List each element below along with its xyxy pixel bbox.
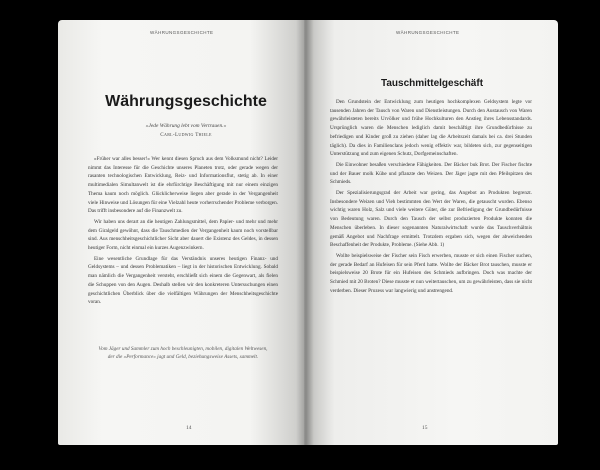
chapter-motto: »Jede Währung lebt vom Vertrauen.« [145, 123, 227, 129]
paragraph: Die Einwohner besaßen verschiedene Fähigkeiten. Der Bäcker buk Brot. Der Fischer fischte und der Bauer molk Kühe und pflanzte den Weizen. Der Jäger jagte mit den Pfeilspitzen des Schmieds. [330, 161, 532, 186]
chapter-title: Währungsgeschichte [105, 93, 267, 110]
chapter-footnote: Vom Jäger und Sammler zum hoch beschleunigten, mobilen, digitalen Weltwesen, der die »Performance« jagt und Geld, beziehungsweise Assets, sammelt. [98, 346, 268, 360]
book-gutter-shadow [296, 20, 314, 445]
running-head: WÄHRUNGSGESCHICHTE [150, 30, 214, 35]
section-title: Tauschmittelgeschäft [380, 78, 484, 89]
running-head: WÄHRUNGSGESCHICHTE [396, 30, 460, 35]
paragraph: Wir haben uns derart an die heutigen Zahlungsmittel, dem Papier- und mehr und mehr dem Giralgeld gewöhnt, dass die Tauschmedien der Vergangenheit kaum noch vorstellbar sind. Aus menschheitsgeschichtlicher Sicht aber dauert die Existenz des Geldes, in dessen heutiger Form, nicht einmal ein kurzes Augenzwinkern. [88, 218, 278, 252]
page-number: 14 [186, 425, 192, 431]
motto-author: Carl-Ludwig Thiele [160, 132, 212, 138]
open-book [58, 20, 558, 445]
right-body-text [330, 98, 532, 297]
paragraph: Eine wesentliche Grundlage für das Verständnis unseres heutigen Finanz- und Geldsystems – und dessen Problematiken – liegt in der historischen Entwicklung. Sobald man nämlich die Vergangenheit versteht, erschließt sich einem die Gegenwart, als fielen die Schuppen von den Augen. Deshalb stellen wir den konkreteren Untersuchungen einen geschichtlichen Überblick über die vielfältigen Währungen der Menschheitsgeschichte voran. [88, 255, 278, 306]
left-page [58, 20, 304, 445]
paragraph: Wollte beispielsweise der Fischer sein Fisch erwerben, musste er sich einen Fischer suchen, der gerade Bedarf an Hufeisen für sein Pferd hatte. Wollte der Bäcker Brot tauschen, musste er beispielsweise 20 Brote für ein Hufeisen des Schmieds aufbringen. Doch was machte der Schmied mit 20 Broten? Diese musste er nun weitertauschen, um zu gewährleisten, dass sie nicht verderben. Dieser Prozess war langwierig und anstrengend. [330, 252, 532, 294]
right-page [304, 20, 558, 445]
left-body-text [88, 155, 278, 309]
page-number: 15 [422, 425, 428, 431]
paragraph: Den Grundstein der Entwicklung zum heutigen hochkomplexen Geldsystem legte vor tausenden Jahren der Tausch von Waren und Dienstleistungen. Durch den Austausch von Waren gewährleisteten bereits Urvölker und frühe Hochkulturen den Anstieg ihres Lebensstandards. Ursprünglich waren die Menschen lediglich damit beschäftigt ihre Grundbedürfnisse zu befriedigen und Kinder groß zu ziehen (daher lag die Arbeitszeit damals bei ca. drei Stunden täglich). Da dies in Familienclans jedoch wenig effektiv war, bildeten sich, zur gegenseitigen Unterstützung und zum eigenen Schutz, Dorfgemeinschaften. [330, 99, 532, 158]
paragraph: »Früher war alles besser!« Wer kennt diesen Spruch aus dem Volksmund nicht? Leider nimmt das Interesse für die Geschichte unseres Planeten trotz, oder gerade wegen der rasanten technologischen Entwicklung, Reiz- und Informationsflut, stetig ab. In einer multimedialen Simultanwelt ist die ehrfürchtige Beschäftigung mit nur einem einzigen Thema kaum noch möglich. Glücklicherweise liegen aber gerade in der Vergangenheit viele Hinweise und Lösungen für eine Vielzahl heute vorherrschender Probleme verborgen. Das trifft insbesondere auf die Finanzwelt zu. [88, 156, 278, 215]
paragraph: Der Spezialisierungsgrad der Arbeit war gering, das Angebot an Produkten begrenzt. Insbesondere Weizen und Vieh bestimmten den Wert der Waren, die getauscht wurden. Ebenso wichtig waren Holz, Salz und viele weitere Güter, die zur Befriedigung der Grundbedürfnisse von Bedeutung waren. Durch den Tausch der selbst produzierten Produkte konnten die Menschen überleben. In dieser sogenannten Naturalwirtschaft wurde das Tauschverhältnis gemäß Angebot und Nachfrage ermittelt. Trotzdem ergaben sich, wegen der abweichenden Beschaffenheit der Produkte, Probleme. (Siehe Abb. 1) [330, 190, 532, 249]
